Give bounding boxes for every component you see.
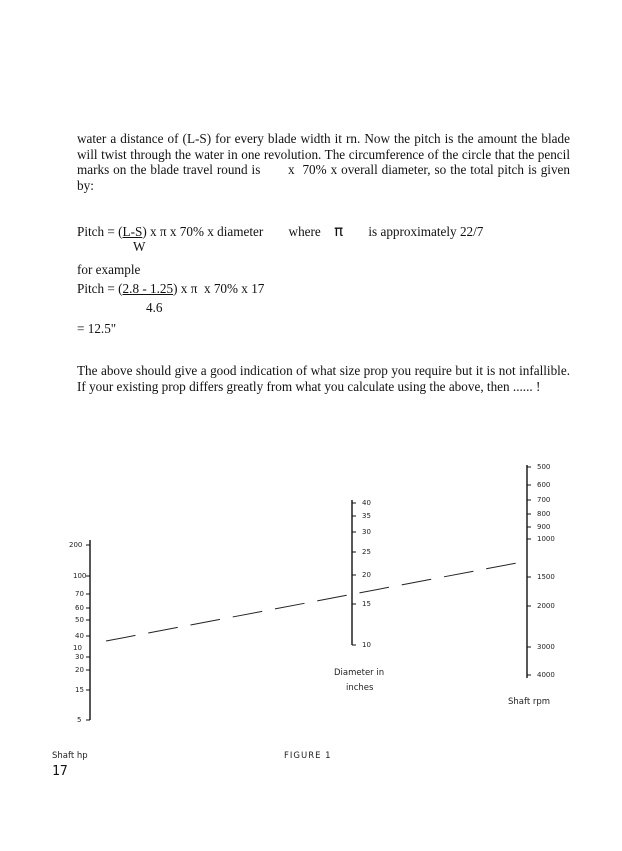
- rpm-tick: 1500: [537, 573, 555, 581]
- diameter-tick: 20: [362, 571, 371, 579]
- rpm-tick: 800: [537, 510, 551, 518]
- example-result: = 12.5": [77, 321, 117, 336]
- example-formula: Pitch = (2.8 - 1.25) x π x 70% x 17: [77, 281, 265, 296]
- hp-tick: 60: [75, 604, 84, 612]
- diameter-tick: 15: [362, 600, 371, 608]
- hp-tick: 20: [75, 666, 84, 674]
- rpm-tick: 1000: [537, 535, 555, 543]
- rpm-tick: 600: [537, 481, 551, 489]
- rpm-tick: 500: [537, 463, 551, 471]
- rpm-tick: 700: [537, 496, 551, 504]
- rpm-axis-label: Shaft rpm: [508, 697, 551, 707]
- hp-tick: 30: [75, 653, 84, 661]
- hp-tick: 200: [69, 541, 83, 549]
- rpm-tick: 3000: [537, 643, 555, 651]
- example-numerator: 2.8 - 1.25: [122, 281, 174, 296]
- hp-tick: 10: [73, 644, 82, 652]
- hp-tick: 5: [77, 716, 82, 724]
- rpm-ticks: [527, 463, 555, 679]
- shaft-hp-ticks: [69, 541, 90, 724]
- hp-tick: 100: [73, 572, 87, 580]
- rpm-tick: 900: [537, 523, 551, 531]
- rpm-tick: 4000: [537, 671, 555, 679]
- hp-tick: 15: [75, 686, 84, 694]
- body-paragraph-1: water a distance of (L-S) for every blade width it rn. Now the pitch is the amount the blade will twist through the water in one revolution. The circumference of the circle that the pencil marks on the blade travel round is x 70% x overall diameter, so the total pitch is given by:: [77, 131, 570, 193]
- diameter-label-line2: inches: [346, 683, 374, 693]
- diameter-tick: 30: [362, 528, 371, 536]
- formula-numerator: L-S: [122, 224, 143, 239]
- body-paragraph-2: The above should give a good indication of what size prop you require but it is not infallible. If your existing prop differs greatly from what you calculate using the above, then ...... !: [77, 363, 570, 394]
- diameter-label-line1: Diameter in: [334, 668, 385, 678]
- hp-tick: 50: [75, 616, 84, 624]
- example-intro: for example: [77, 262, 141, 277]
- diameter-tick: 10: [362, 641, 371, 649]
- nomogram-connector-line: [106, 562, 522, 641]
- hp-tick: 40: [75, 632, 84, 640]
- figure-caption: FIGURE 1: [284, 751, 332, 761]
- diameter-tick: 40: [362, 499, 371, 507]
- shaft-hp-label: Shaft hp: [52, 751, 88, 761]
- page-number: 17: [52, 764, 68, 779]
- example-denominator: 4.6: [146, 300, 163, 315]
- pi-symbol: π: [334, 222, 344, 240]
- rpm-tick: 2000: [537, 602, 555, 610]
- diameter-ticks: [352, 499, 371, 649]
- hp-tick: 70: [75, 590, 84, 598]
- diameter-tick: 25: [362, 548, 371, 556]
- pitch-formula: Pitch = (L-S) x π x 70% x diameter where π is approximately 22/7: [77, 222, 484, 240]
- formula-denominator: W: [133, 239, 146, 254]
- diameter-tick: 35: [362, 512, 371, 520]
